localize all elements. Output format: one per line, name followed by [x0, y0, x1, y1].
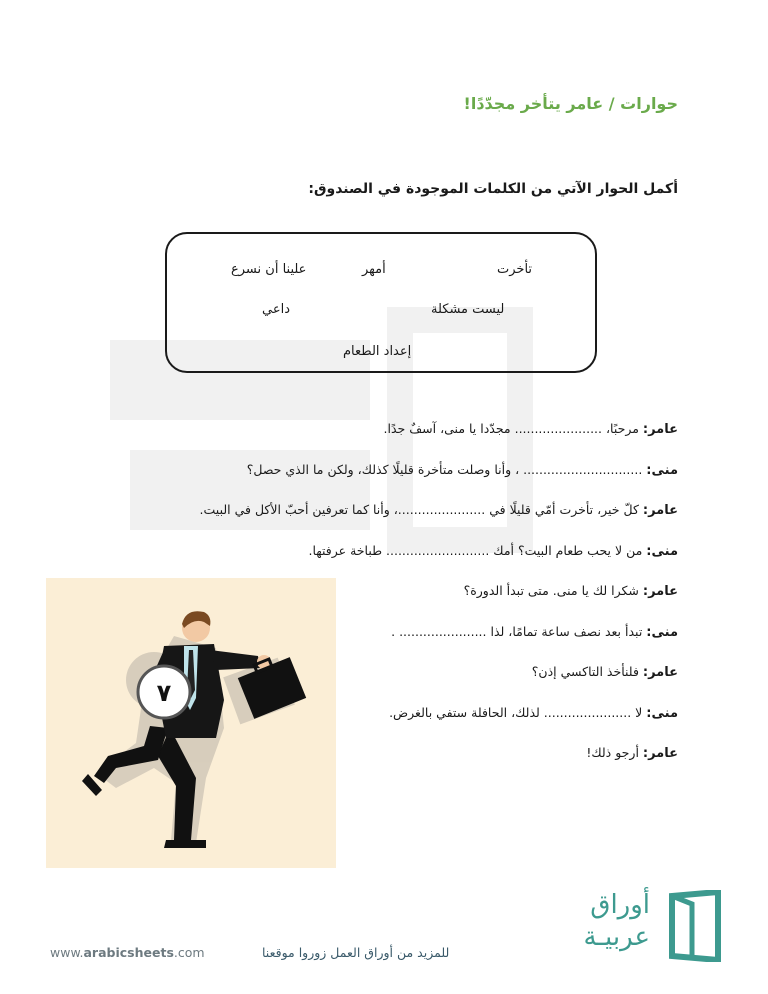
dialogue-text: .............................. ، وأنا وصلت متأخرة قليلًا كذلك، ولكن ما الذي حصل؟ [246, 461, 647, 477]
dialogue-text: تبدأ بعد نصف ساعة تمامًا، لذا ...................... . [391, 623, 647, 639]
dialogue-text: شكرا لك يا منى. متى تبدأ الدورة؟ [463, 583, 643, 598]
worksheet-title: حوارات / عامر يتأخر مجدّدًا! [463, 94, 678, 113]
brand-logo [580, 888, 730, 968]
businessman-running-icon [46, 578, 336, 868]
word-bank-item: علينا أن نسرع [231, 262, 307, 277]
speaker-label: عامر: [642, 422, 678, 437]
instruction-text: أكمل الحوار الآتي من الكلمات الموجودة في الصندوق: [308, 181, 678, 197]
word-bank-item: تأخرت [497, 262, 533, 277]
speaker-label: منى: [646, 624, 678, 640]
dialogue-text: مرحبًا، ...................... مجدّدا يا منى، آسفٌ جدًا. [383, 421, 643, 436]
word-bank-item: ليست مشكلة [431, 302, 505, 317]
logo-line-1: أوراق [590, 890, 650, 920]
book-icon [668, 890, 722, 962]
word-bank-item: إعداد الطعام [343, 344, 412, 359]
speaker-label: عامر: [642, 746, 678, 761]
dialogue-line [98, 543, 678, 584]
dialogue-text: أرجو ذلك! [586, 745, 643, 760]
word-bank-item: داعي [262, 302, 290, 317]
dialogue-text: لا ...................... لذلك، الحافلة ستفي بالغرض. [389, 704, 647, 720]
dialogue-line [98, 502, 678, 543]
speaker-label: منى: [646, 705, 678, 721]
speaker-label: منى: [646, 543, 678, 559]
speaker-label: عامر: [642, 503, 678, 518]
dialogue-text: فلنأخذ التاكسي إذن؟ [531, 664, 643, 679]
website-url[interactable]: www.arabicsheets.com [50, 945, 205, 960]
dialogue-text: من لا يحب طعام البيت؟ أمك .......................... طباخة عرفتها. [308, 542, 647, 558]
footer-promo-text: للمزيد من أوراق العمل زوروا موقعنا [262, 945, 450, 960]
dialogue-line [98, 462, 678, 503]
dialogue-line [98, 421, 678, 462]
speaker-label: منى: [646, 462, 678, 478]
illustration-panel [46, 578, 336, 868]
word-bank-item: أمهر [362, 262, 386, 277]
dialogue-text: كلّ خير، تأخرت أمّي قليلًا في ......................، وأنا كما تعرفين أحبّ الأكل في البيت. [199, 502, 643, 517]
logo-line-2: عربيـة [583, 922, 650, 952]
word-bank-box [165, 232, 597, 373]
clock-number: ٧ [156, 679, 172, 707]
speaker-label: عامر: [642, 584, 678, 599]
speaker-label: عامر: [642, 665, 678, 680]
